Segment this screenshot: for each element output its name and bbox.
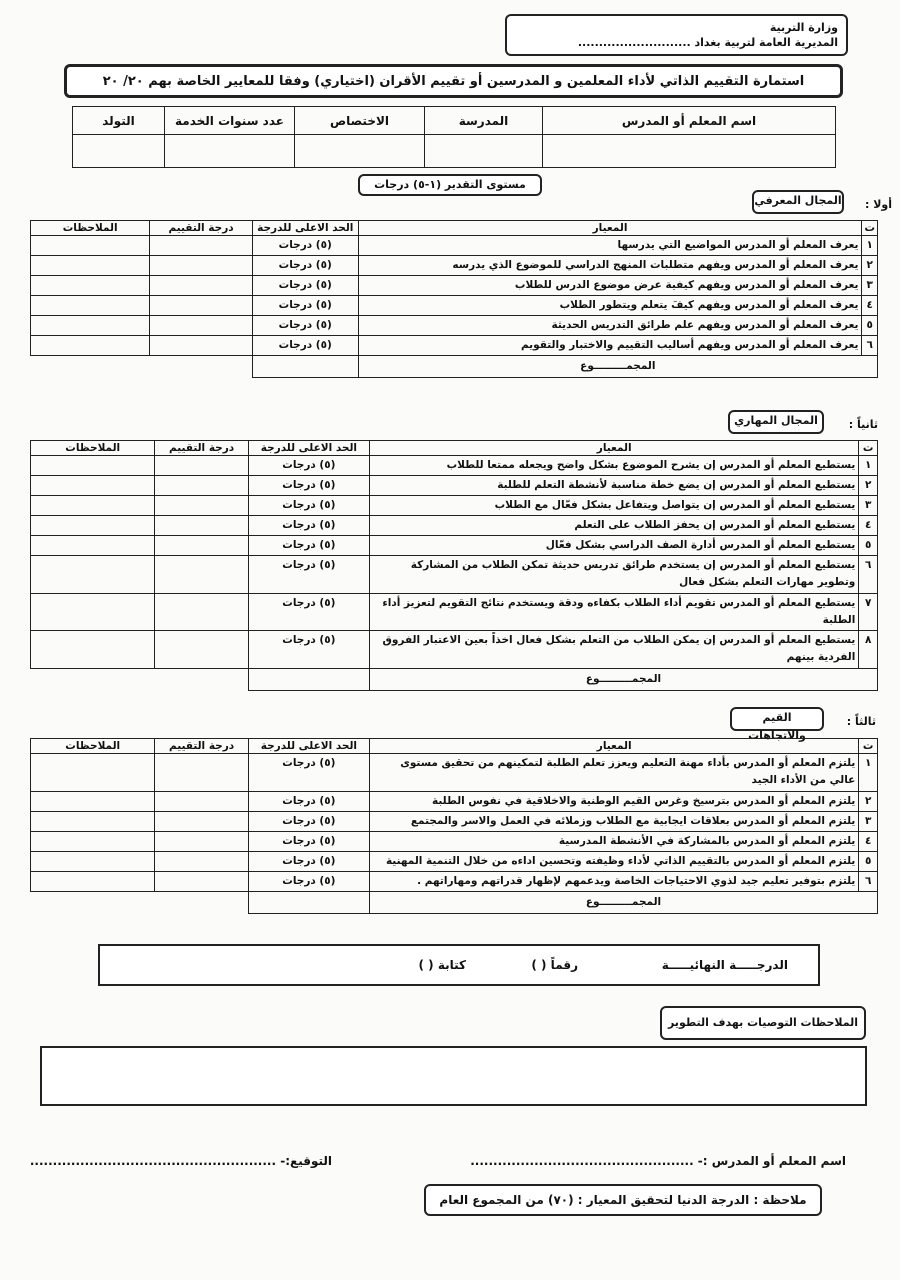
criterion-row [31, 336, 878, 356]
criterion-number: ١ [862, 236, 878, 256]
info-header-service-years: عدد سنوات الخدمة [165, 107, 295, 135]
column-header-max: الحد الاعلى للدرجة [248, 739, 369, 754]
column-header-score: درجة التقييم [155, 739, 248, 754]
criterion-score-cell[interactable] [155, 792, 248, 812]
criterion-score-cell[interactable] [155, 456, 248, 476]
info-cell-specialty[interactable] [295, 135, 425, 168]
criterion-score-cell[interactable] [155, 496, 248, 516]
section-3-prefix: ثالثاً : [846, 715, 876, 728]
final-grade-label: الدرجـــــة النهائيـــــة [661, 958, 788, 972]
directorate-name: المديرية العامة لتربية بغداد ........................... [577, 36, 838, 49]
recommendations-field[interactable] [40, 1046, 867, 1106]
criterion-notes-cell[interactable] [31, 276, 150, 296]
criterion-number: ٤ [862, 296, 878, 316]
criterion-score-cell[interactable] [155, 594, 248, 631]
recommendations-label: الملاحظات التوصيات بهدف التطوير [660, 1006, 866, 1040]
ministry-name: وزارة التربية [769, 21, 838, 34]
criterion-row [31, 476, 878, 496]
criterion-row [31, 516, 878, 536]
sum-label: المجمـــــــــوع [370, 669, 878, 691]
criterion-max-score: (٥) درجات [248, 792, 369, 812]
criterion-number: ٦ [859, 872, 878, 892]
criterion-max-score: (٥) درجات [248, 594, 369, 631]
criterion-score-cell[interactable] [155, 872, 248, 892]
criterion-row [31, 832, 878, 852]
criterion-score-cell[interactable] [150, 296, 253, 316]
criterion-max-score: (٥) درجات [248, 812, 369, 832]
criterion-text: يعرف المعلم أو المدرس ويفهم متطلبات المنهج الدراسي للموضوع الذي يدرسه [358, 256, 862, 276]
section-1-title: المجال المعرفي [752, 190, 844, 214]
criterion-text: يعرف المعلم أو المدرس ويفهم علم طرائق التدريس الحديثة [358, 316, 862, 336]
criterion-row [31, 812, 878, 832]
criterion-row [31, 276, 878, 296]
criterion-number: ٦ [862, 336, 878, 356]
column-header-t: ت [859, 441, 878, 456]
criterion-score-cell[interactable] [155, 556, 248, 594]
column-header-notes: الملاحظات [31, 221, 150, 236]
criterion-text: يعرف المعلم أو المدرس المواضيع التي يدرسها [358, 236, 862, 256]
criterion-max-score: (٥) درجات [252, 296, 358, 316]
section-2-prefix: ثانياً : [848, 418, 878, 431]
column-header-t: ت [859, 739, 878, 754]
criterion-number: ٢ [859, 792, 878, 812]
column-header-criterion: المعيار [370, 441, 859, 456]
criterion-score-cell[interactable] [150, 316, 253, 336]
criterion-notes-cell[interactable] [31, 754, 155, 792]
info-header-specialty: الاختصاص [295, 107, 425, 135]
criterion-text: يستطيع المعلم أو المدرس إن يضع خطة مناسبة لأنشطة التعلم للطلبة [370, 476, 859, 496]
criterion-number: ٥ [862, 316, 878, 336]
criterion-notes-cell[interactable] [31, 516, 155, 536]
criterion-notes-cell[interactable] [31, 456, 155, 476]
criterion-text: يلتزم المعلم أو المدرس بالمشاركة في الأنشطة المدرسية [370, 832, 859, 852]
criterion-row [31, 236, 878, 256]
criterion-row [31, 256, 878, 276]
minimum-grade-note: ملاحظة : الدرجة الدنيا لتحقيق المعيار : (٧٠) من المجموع العام [424, 1184, 822, 1216]
criterion-score-cell[interactable] [155, 476, 248, 496]
criterion-row [31, 852, 878, 872]
sum-row-spacer [31, 669, 249, 691]
criterion-number: ٧ [859, 594, 878, 631]
criterion-max-score: (٥) درجات [252, 316, 358, 336]
criterion-max-score: (٥) درجات [252, 256, 358, 276]
column-header-max: الحد الاعلى للدرجة [248, 441, 369, 456]
sum-row [31, 892, 878, 914]
section-3-table [30, 738, 878, 914]
column-header-score: درجة التقييم [155, 441, 248, 456]
column-header-criterion: المعيار [370, 739, 859, 754]
criterion-score-cell[interactable] [150, 276, 253, 296]
criterion-text: يستطيع المعلم أو المدرس إن يتواصل ويتفاعل بشكل فعّال مع الطلاب [370, 496, 859, 516]
criterion-score-cell[interactable] [155, 536, 248, 556]
column-header-criterion: المعيار [358, 221, 862, 236]
form-title: استمارة التقييم الذاتي لأداء المعلمين و المدرسين أو تقييم الأقران (اختياري) وفقا للمعايير الخاصة بهم ٢٠/ ٢٠ [64, 64, 843, 98]
section-1-prefix: أولا : [864, 198, 892, 211]
criterion-score-cell[interactable] [155, 754, 248, 792]
criterion-number: ٣ [862, 276, 878, 296]
criterion-row [31, 496, 878, 516]
criterion-max-score: (٥) درجات [252, 236, 358, 256]
criterion-notes-cell[interactable] [31, 336, 150, 356]
criterion-text: يلتزم المعلم أو المدرس بأداء مهنة التعليم ويعزز تعلم الطلبة لتمكينهم من تحقيق مستوى عالي من الأداء الجيد [370, 754, 859, 792]
final-grade-words[interactable]: كتابة ( ) [418, 958, 466, 972]
info-header-name: اسم المعلم أو المدرس [543, 107, 836, 135]
criterion-max-score: (٥) درجات [248, 872, 369, 892]
teacher-name-line[interactable]: اسم المعلم أو المدرس :- ................................................. [470, 1154, 846, 1168]
info-cell-school[interactable] [425, 135, 543, 168]
criterion-max-score: (٥) درجات [248, 476, 369, 496]
criterion-number: ٢ [862, 256, 878, 276]
teacher-info-table [72, 106, 836, 168]
criterion-score-cell[interactable] [155, 812, 248, 832]
criterion-text: يستطيع المعلم أو المدرس أدارة الصف الدراسي بشكل فعّال [370, 536, 859, 556]
column-header-notes: الملاحظات [31, 441, 155, 456]
criterion-max-score: (٥) درجات [248, 852, 369, 872]
column-header-t: ت [862, 221, 878, 236]
criterion-row [31, 792, 878, 812]
criterion-number: ١ [859, 754, 878, 792]
criterion-max-score: (٥) درجات [248, 832, 369, 852]
criterion-notes-cell[interactable] [31, 631, 155, 669]
section-2-title: المجال المهاري [728, 410, 824, 434]
criterion-text: يستطيع المعلم أو المدرس تقويم أداء الطلاب بكفاءه ودقة ويستخدم نتائج التقويم لتعزيز أداء الطلبة [370, 594, 859, 631]
criterion-row [31, 296, 878, 316]
sum-row [31, 669, 878, 691]
column-header-score: درجة التقييم [150, 221, 253, 236]
criterion-number: ٥ [859, 536, 878, 556]
criterion-row [31, 872, 878, 892]
criterion-score-cell[interactable] [155, 852, 248, 872]
criterion-notes-cell[interactable] [31, 476, 155, 496]
sum-score-cell[interactable] [248, 669, 369, 691]
criterion-notes-cell[interactable] [31, 556, 155, 594]
criterion-text: يلتزم المعلم أو المدرس بعلاقات ايجابية مع الطلاب وزملائه في العمل والاسر والمجتمع [370, 812, 859, 832]
section-2-table [30, 440, 878, 691]
criterion-notes-cell[interactable] [31, 236, 150, 256]
criterion-max-score: (٥) درجات [248, 496, 369, 516]
info-cell-service-years[interactable] [165, 135, 295, 168]
criterion-max-score: (٥) درجات [248, 631, 369, 669]
info-cell-birth[interactable] [73, 135, 165, 168]
criterion-max-score: (٥) درجات [248, 456, 369, 476]
criterion-notes-cell[interactable] [31, 872, 155, 892]
section-3-title: القيم والاتجاهات [730, 707, 824, 731]
criterion-text: يلتزم المعلم أو المدرس بالتقييم الذاتي لأداء وظيفته وتحسين اداءه من خلال التنمية المهنية [370, 852, 859, 872]
sum-label: المجمـــــــــوع [370, 892, 878, 914]
criterion-number: ٨ [859, 631, 878, 669]
criterion-notes-cell[interactable] [31, 812, 155, 832]
criterion-number: ٣ [859, 496, 878, 516]
criterion-number: ٤ [859, 516, 878, 536]
criterion-number: ٣ [859, 812, 878, 832]
info-cell-name[interactable] [543, 135, 836, 168]
criterion-text: يستطيع المعلم أو المدرس إن يحفز الطلاب على التعلم [370, 516, 859, 536]
criterion-text: يستطيع المعلم أو المدرس إن يستخدم طرائق تدريس حديثة تمكن الطلاب من المشاركة وتطوير مهارات التعلم بشكل فعال [370, 556, 859, 594]
info-header-birth: التولد [73, 107, 165, 135]
final-grade-box [98, 944, 820, 986]
final-grade-digits[interactable]: رقماً ( ) [531, 958, 578, 972]
criterion-number: ١ [859, 456, 878, 476]
sum-row-spacer [31, 892, 249, 914]
criterion-score-cell[interactable] [150, 336, 253, 356]
criterion-notes-cell[interactable] [31, 852, 155, 872]
criterion-row [31, 754, 878, 792]
criterion-max-score: (٥) درجات [248, 516, 369, 536]
sum-row-spacer [31, 356, 253, 378]
criterion-notes-cell[interactable] [31, 316, 150, 336]
criterion-number: ٤ [859, 832, 878, 852]
criterion-max-score: (٥) درجات [252, 276, 358, 296]
criterion-row [31, 456, 878, 476]
sum-row [31, 356, 878, 378]
criterion-text: يعرف المعلم أو المدرس ويفهم كيفَ يتعلم ويتطور الطلاب [358, 296, 862, 316]
criterion-text: يستطيع المعلم أو المدرس إن يمكن الطلاب من التعلم بشكل فعال اخذاً بعين الاعتبار الفروق الفردية بينهم [370, 631, 859, 669]
criterion-row [31, 536, 878, 556]
section-1-table [30, 220, 878, 378]
signature-line[interactable]: التوقيع:- ...................................................... [29, 1154, 332, 1168]
criterion-notes-cell[interactable] [31, 792, 155, 812]
criterion-notes-cell[interactable] [31, 536, 155, 556]
sum-score-cell[interactable] [248, 892, 369, 914]
column-header-max: الحد الاعلى للدرجة [252, 221, 358, 236]
criterion-number: ٦ [859, 556, 878, 594]
sum-score-cell[interactable] [252, 356, 358, 378]
criterion-score-cell[interactable] [155, 516, 248, 536]
criterion-text: يعرف المعلم أو المدرس ويفهم كيفية عرض موضوع الدرس للطلاب [358, 276, 862, 296]
criterion-row [31, 556, 878, 594]
criterion-row [31, 594, 878, 631]
criterion-score-cell[interactable] [150, 256, 253, 276]
ministry-header [505, 14, 848, 56]
criterion-row [31, 631, 878, 669]
criterion-notes-cell[interactable] [31, 496, 155, 516]
rating-scale-label: مستوى التقدير (١-٥) درجات [358, 174, 542, 196]
criterion-max-score: (٥) درجات [248, 556, 369, 594]
criterion-notes-cell[interactable] [31, 594, 155, 631]
criterion-text: يستطيع المعلم أو المدرس إن يشرح الموضوع بشكل واضح ويجعله ممتعا للطلاب [370, 456, 859, 476]
criterion-max-score: (٥) درجات [252, 336, 358, 356]
criterion-max-score: (٥) درجات [248, 536, 369, 556]
info-header-school: المدرسة [425, 107, 543, 135]
column-header-notes: الملاحظات [31, 739, 155, 754]
criterion-number: ٥ [859, 852, 878, 872]
criterion-score-cell[interactable] [155, 832, 248, 852]
criterion-text: يلتزم بتوفير تعليم جيد لذوي الاحتياجات الخاصة ويدعمهم لإظهار قدراتهم ومهاراتهم . [370, 872, 859, 892]
criterion-score-cell[interactable] [155, 631, 248, 669]
criterion-text: يعرف المعلم أو المدرس ويفهم أساليب التقييم والاختبار والتقويم [358, 336, 862, 356]
criterion-score-cell[interactable] [150, 236, 253, 256]
criterion-max-score: (٥) درجات [248, 754, 369, 792]
criterion-text: يلتزم المعلم أو المدرس بترسيخ وغرس القيم الوطنية والاخلاقية في نفوس الطلبة [370, 792, 859, 812]
criterion-number: ٢ [859, 476, 878, 496]
criterion-notes-cell[interactable] [31, 296, 150, 316]
sum-label: المجمـــــــــوع [358, 356, 877, 378]
criterion-row [31, 316, 878, 336]
criterion-notes-cell[interactable] [31, 832, 155, 852]
criterion-notes-cell[interactable] [31, 256, 150, 276]
